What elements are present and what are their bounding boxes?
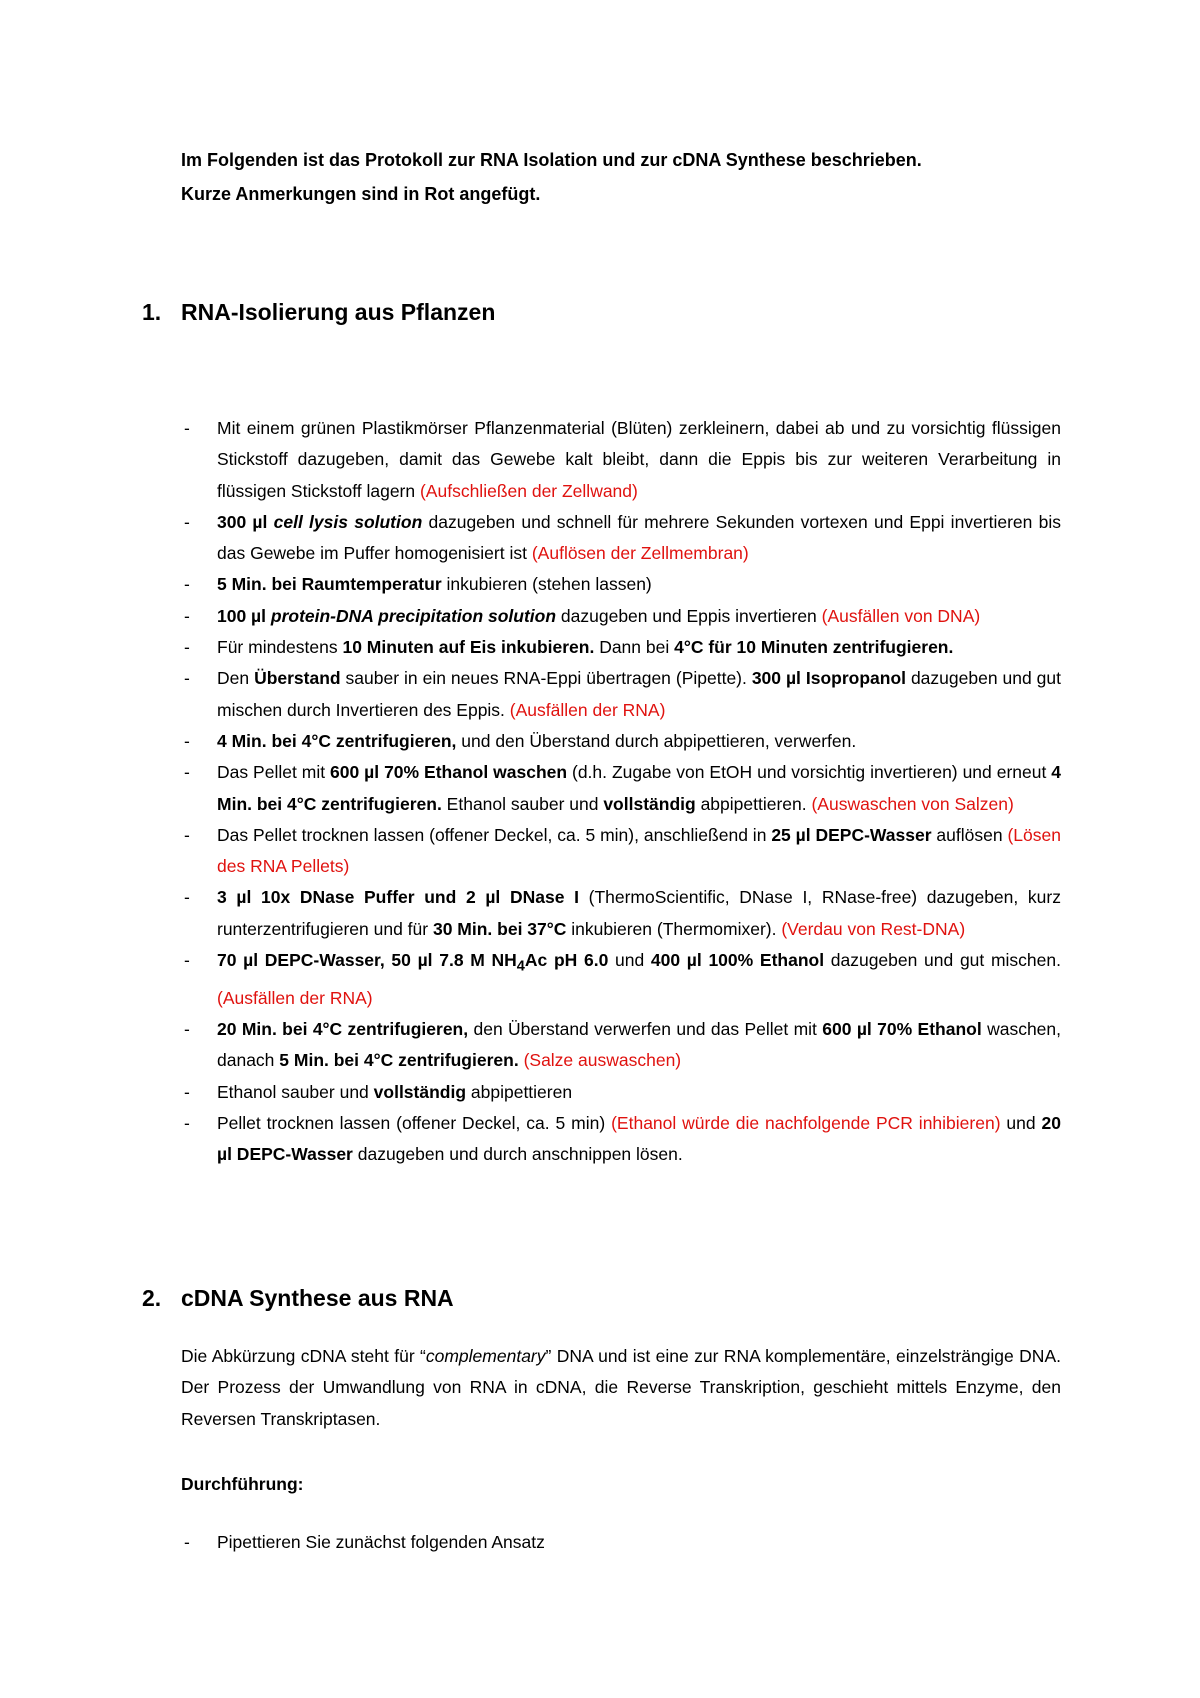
list-item: - 300 µl cell lysis solution dazugeben und schnell für mehrere Sekunden vortexen und Eppi invertieren bis das Gewebe im Puffer homogenisiert ist (Auflösen der Zellmembran) bbox=[181, 507, 1061, 570]
intro-line-2: Kurze Anmerkungen sind in Rot angefügt. bbox=[181, 184, 541, 204]
note: (Lösen des RNA Pellets) bbox=[217, 824, 1061, 877]
note: (Salze auswaschen) bbox=[523, 1050, 682, 1071]
note: (Ausfällen der RNA) bbox=[217, 987, 373, 1008]
procedure-steps bbox=[181, 1527, 1061, 1558]
note: (Ausfällen von DNA) bbox=[821, 605, 981, 626]
note: (Ausfällen der RNA) bbox=[509, 699, 666, 720]
rna-isolation-steps bbox=[181, 413, 1061, 1171]
section-2-heading bbox=[142, 1283, 454, 1313]
list-item: - 70 µl DEPC-Wasser, 50 µl 7.8 M $NH_4Ac$ pH 6.0 und 400 µl 100% Ethanol dazugeben und gut mischen. (Ausfällen der RNA) bbox=[181, 945, 1061, 1014]
section-1-title: RNA-Isolierung aus Pflanzen bbox=[181, 299, 496, 325]
list-item: - Das Pellet trocknen lassen (offener Deckel, ca. 5 min), anschließend in 25 µl DEPC-Wasser auflösen (Lösen des RNA Pellets) bbox=[181, 820, 1061, 883]
list-item: - 20 Min. bei 4°C zentrifugieren, den Überstand verwerfen und das Pellet mit 600 µl 70% Ethanol waschen, danach 5 Min. bei 4°C zentrifugieren. (Salze auswaschen) bbox=[181, 1014, 1061, 1077]
list-item: - 100 µl protein-DNA precipitation solution dazugeben und Eppis invertieren (Ausfällen von DNA) bbox=[181, 601, 1061, 632]
note: (Verdau von Rest-DNA) bbox=[781, 918, 966, 939]
intro-line-1: Im Folgenden ist das Protokoll zur RNA Isolation und zur cDNA Synthese beschrieben. bbox=[181, 150, 922, 170]
list-item: - Mit einem grünen Plastikmörser Pflanzenmaterial (Blüten) zerkleinern, dabei ab und zu vorsichtig flüssigen Stickstoff dazugeben, damit das Gewebe kalt bleibt, dann die Eppis bis zur weiteren Verarbeitung in flüssigen Stickstoff lagern (Aufschließen der Zellwand) bbox=[181, 413, 1061, 507]
list-item: - Das Pellet mit 600 µl 70% Ethanol waschen (d.h. Zugabe von EtOH und vorsichtig invertieren) und erneut 4 Min. bei 4°C zentrifugieren. Ethanol sauber und vollständig abpipettieren. (Auswaschen von Salzen) bbox=[181, 757, 1061, 820]
list-item: - 3 µl 10x DNase Puffer und 2 µl DNase I (ThermoScientific, DNase I, RNase-free) dazugeben, kurz runterzentrifugieren und für 30 Min. bei 37°C inkubieren (Thermomixer). (Verdau von Rest-DNA) bbox=[181, 882, 1061, 945]
list-item: - Den Überstand sauber in ein neues RNA-Eppi übertragen (Pipette). 300 µl Isopropanol dazugeben und gut mischen durch Invertieren des Eppis. (Ausfällen der RNA) bbox=[181, 663, 1061, 726]
list-item: - Pipettieren Sie zunächst folgenden Ansatz bbox=[181, 1527, 1061, 1558]
procedure-heading: Durchführung: bbox=[181, 1474, 304, 1494]
section-2-title: cDNA Synthese aus RNA bbox=[181, 1285, 454, 1311]
intro-text bbox=[181, 143, 1081, 211]
list-item: - 5 Min. bei Raumtemperatur inkubieren (stehen lassen) bbox=[181, 569, 1061, 600]
note: (Auflösen der Zellmembran) bbox=[531, 543, 749, 564]
note: (Aufschließen der Zellwand) bbox=[419, 480, 638, 501]
cdna-description-paragraph: Die Abkürzung cDNA steht für “complementary” DNA und ist eine zur RNA komplementäre, einzelsträngige DNA. Der Prozess der Umwandlung von RNA in cDNA, die Reverse Transkription, geschieht mittels Enzyme, den Reversen Transkriptasen. bbox=[181, 1346, 1061, 1429]
list-item: - 4 Min. bei 4°C zentrifugieren, und den Überstand durch abpipettieren, verwerfen. bbox=[181, 726, 1061, 757]
section-1-number: 1. bbox=[142, 299, 162, 325]
list-item: - Ethanol sauber und vollständig abpipettieren bbox=[181, 1077, 1061, 1108]
section-1-heading bbox=[142, 297, 495, 327]
note: (Ethanol würde die nachfolgende PCR inhibieren) bbox=[611, 1113, 1001, 1134]
list-item: - Pellet trocknen lassen (offener Deckel, ca. 5 min) (Ethanol würde die nachfolgende PCR inhibieren) und 20 µl DEPC-Wasser dazugeben und durch anschnippen lösen. bbox=[181, 1108, 1061, 1171]
note: (Auswaschen von Salzen) bbox=[811, 793, 1014, 814]
list-item: - Für mindestens 10 Minuten auf Eis inkubieren. Dann bei 4°C für 10 Minuten zentrifugieren. bbox=[181, 632, 1061, 663]
section-2-number: 2. bbox=[142, 1285, 162, 1311]
